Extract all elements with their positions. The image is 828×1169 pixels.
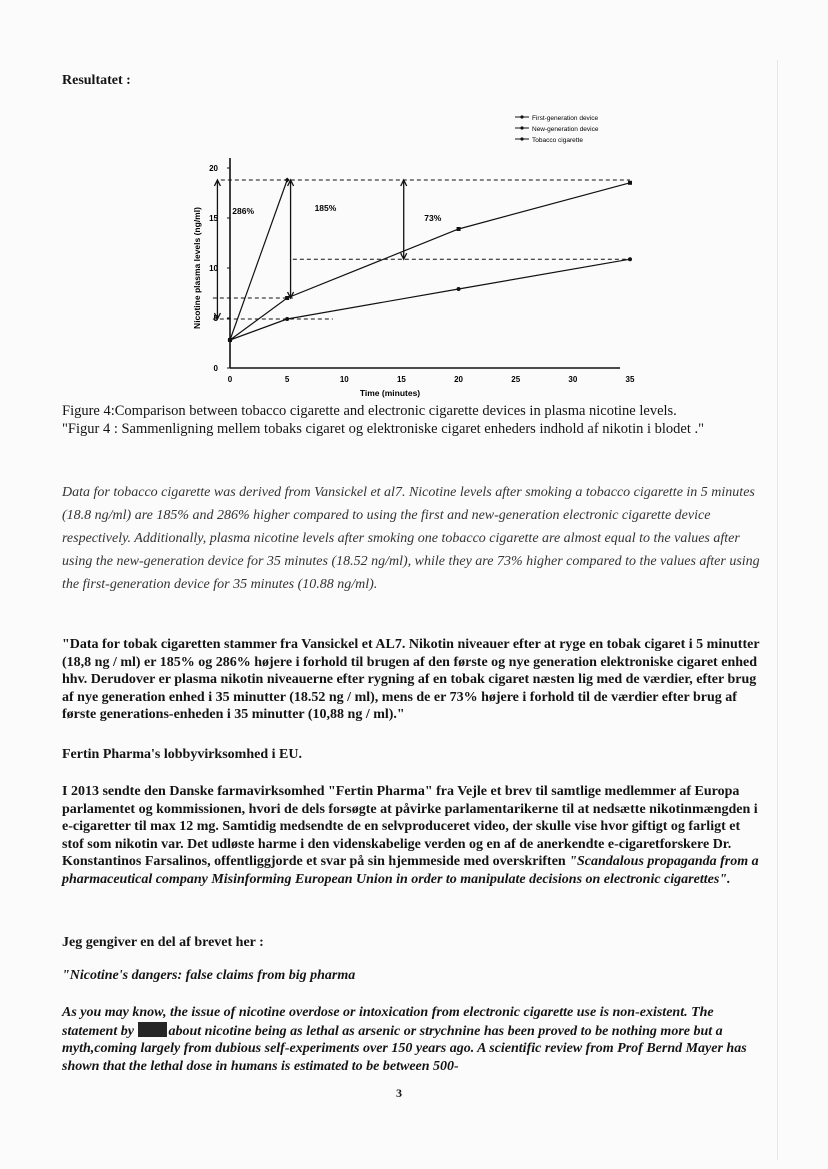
legend-marker	[520, 115, 523, 118]
section-title: Fertin Pharma's lobbyvirksomhed i EU.	[62, 747, 302, 762]
legend-label: Tobacco cigarette	[532, 137, 583, 144]
y-tick-label: 5	[213, 314, 218, 323]
data-point	[285, 317, 289, 321]
y-tick-label: 0	[213, 364, 218, 373]
x-axis-label: Time (minutes)	[359, 388, 421, 398]
legend-marker	[520, 137, 523, 140]
y-tick-label: 15	[209, 214, 218, 223]
letter-excerpt-part1: As you may know, the issue of nicotine overdose or intoxication from electronic cigarette use is non-existent. The statement by	[62, 1005, 714, 1039]
data-point	[285, 296, 289, 300]
data-point	[628, 257, 632, 261]
x-tick-label: 10	[339, 375, 349, 384]
redaction-box	[138, 1022, 167, 1037]
figure-caption	[62, 403, 762, 438]
annotation-73: 73%	[424, 213, 442, 223]
legend-marker	[520, 126, 523, 129]
data-point	[628, 181, 632, 185]
legend-label: First-generation device	[532, 115, 599, 122]
y-axis-label: Nicotine plasma levels (ng/ml)	[192, 207, 202, 329]
y-tick-label: 20	[209, 164, 218, 173]
x-tick-label: 30	[568, 375, 578, 384]
results-heading: Resultatet :	[62, 73, 131, 88]
x-tick-label: 0	[227, 375, 233, 384]
letter-excerpt-part2: about nicotine being as lethal as arsenic or strychnine has been proved to be nothing more but a myth,coming largely from dubious self-experiments over 150 years ago. A scientific review from Prof Bernd Mayer has shown that the lethal dose in humans is estimated to be between 500-	[62, 1023, 747, 1074]
caption-english: Figure 4:Comparison between tobacco cigarette and electronic cigarette devices in plasma nicotine levels.	[62, 403, 677, 419]
legend-label: New-generation device	[532, 126, 599, 133]
page-number: 3	[396, 1086, 402, 1100]
fertin-text: I 2013 sendte den Danske farmavirksomhed "Fertin Pharma" fra Vejle et brev til samtlige medlemmer af Europa parlamentet og kommissionen, hvori de dels forsøgte at påvirke parlamentarikerne til at nedsætte nikotinmængden i e-cigaretter til max 12 mg. Samtidig medsendte de en selvproduceret video, der skulle vise hvor giftigt og farligt et stof som nikotin var. Det udløste harme i den videnskabelige verden og en af de anerkendte e-cigaretforskere Dr. Konstantinos Farsalinos, offentliggjorde et svar på sin hjemmeside med overskriften	[62, 784, 758, 870]
caption-danish: "Figur 4 : Sammenligning mellem tobaks cigaret og elektroniske cigaret enheders indhold af nikotin i blodet ."	[62, 420, 705, 437]
x-tick-label: 20	[454, 375, 464, 384]
x-tick-label: 5	[284, 375, 290, 384]
series-line	[230, 180, 287, 340]
x-tick-label: 15	[396, 375, 406, 384]
fertin-paragraph	[62, 783, 762, 889]
annotation-286: 286%	[232, 206, 255, 216]
data-point	[285, 178, 290, 183]
annotation-185: 185%	[314, 203, 337, 213]
x-tick-label: 25	[511, 375, 521, 384]
y-tick-label: 10	[209, 264, 218, 273]
letter-title: "Nicotine's dangers: false claims from big pharma	[62, 968, 356, 983]
nicotine-chart	[160, 108, 640, 408]
data-point	[457, 287, 461, 291]
letter-excerpt	[62, 1004, 762, 1075]
data-point	[457, 227, 461, 231]
letter-intro: Jeg gengiver en del af brevet her :	[62, 935, 264, 950]
figure-source-note: Data for tobacco cigarette was derived from Vansickel et al7. Nicotine levels after smoking a tobacco cigarette in 5 minutes (18.8 ng/ml) are 185% and 286% higher compared to using the first and new-generation electronic cigarette device respectively. Additionally, plasma nicotine levels after smoking one tobacco cigarette are almost equal to the values after using the new-generation device for 35 minutes (18.52 ng/ml), while they are 73% higher compared to the values after using the first-generation device for 35 minutes (10.88 ng/ml).	[62, 485, 760, 592]
fertin-quote: "Scandalous propaganda from a pharmaceutical company Misinforming European Union in order to manipulate decisions on electronic cigarettes".	[62, 854, 759, 887]
danish-translation-quote: "Data for tobak cigaretten stammer fra Vansickel et AL7. Nikotin niveauer efter at ryge en tobak cigaret i 5 minutter (18,8 ng / ml) er 185% og 286% højere i forhold til brugen af den første og nye generation elektroniske cigaret enhed hhv. Derudover er plasma nikotin niveauerne efter rygning af en tobak cigaret næsten lig med de værdier, efter brug af nye generation enhed i 35 minutter (18.52 ng / ml), mens de er 73% højere i forhold til de værdier efter brug af første generations-enheden i 35 minutter (10,88 ng / ml)."	[62, 637, 760, 723]
x-tick-label: 35	[625, 375, 635, 384]
scan-edge-line	[777, 60, 778, 1160]
